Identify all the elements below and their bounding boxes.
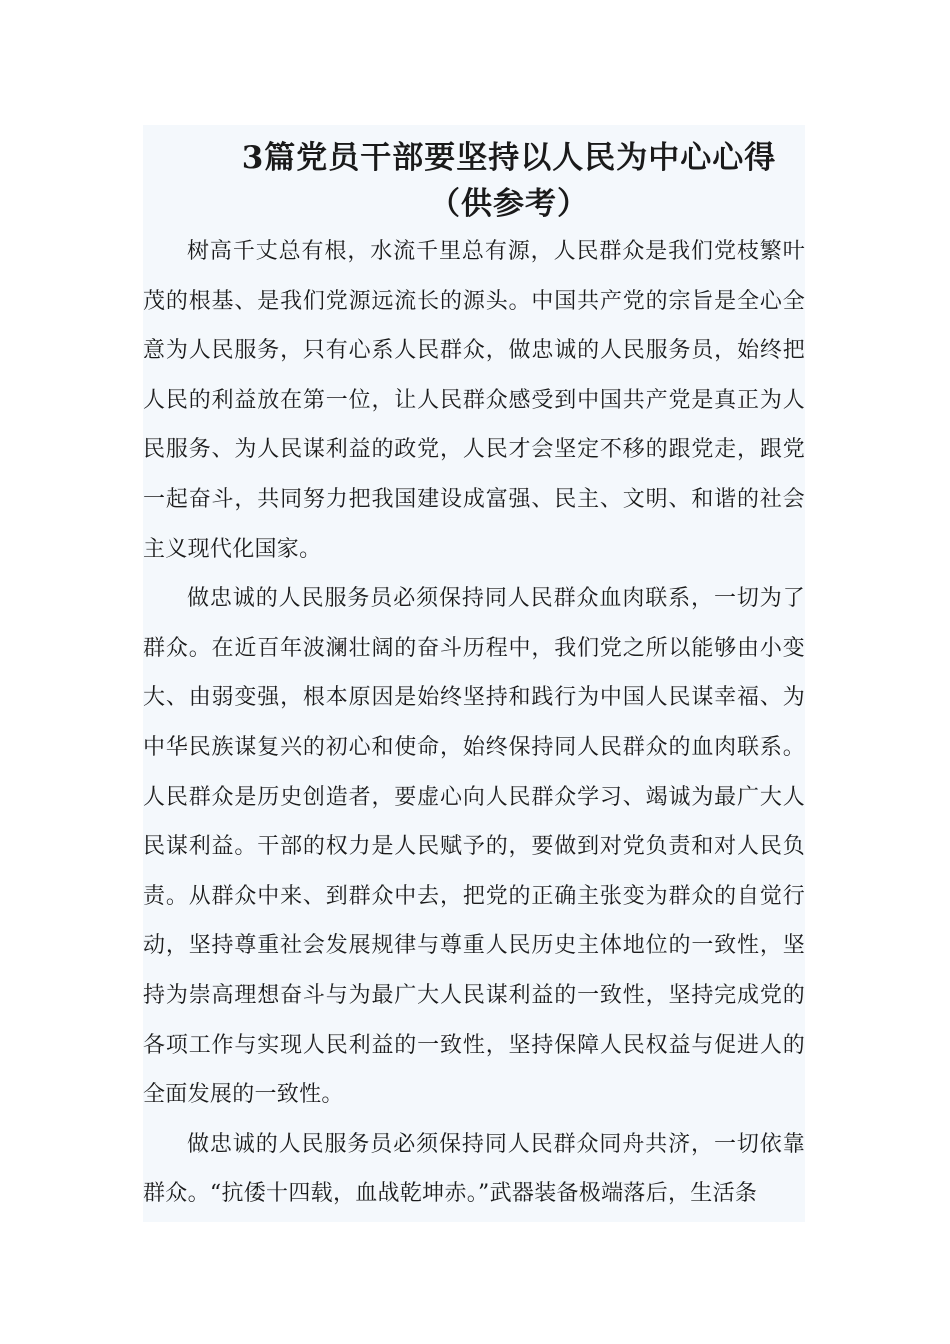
paragraph-2: 做忠诚的人民服务员必须保持同人民群众血肉联系，一切为了群众。在近百年波澜壮阔的奋斗历程中，我们党之所以能够由小变大、由弱变强，根本原因是始终坚持和践行为中国人民谋幸福、为中华民族谋复兴的初心和使命，始终保持同人民群众的血肉联系。人民群众是历史创造者，要虚心向人民群众学习、竭诚为最广大人民谋利益。干部的权力是人民赋予的，要做到对党负责和对人民负责。从群众中来、到群众中去，把党的正确主张变为群众的自觉行动，坚持尊重社会发展规律与尊重人民历史主体地位的一致性，坚持为崇高理想奋斗与为最广大人民谋利益的一致性，坚持完成党的各项工作与实现人民利益的一致性，坚持保障人民权益与促进人的全面发展的一致性。 [143, 586, 805, 1108]
paragraph-1: 树高千丈总有根，水流千里总有源，人民群众是我们党枝繁叶茂的根基、是我们党源远流长的源头。中国共产党的宗旨是全心全意为人民服务，只有心系人民群众，做忠诚的人民服务员，始终把人民的利益放在第一位，让人民群众感受到中国共产党是真正为人民服务、为人民谋利益的政党，人民才会坚定不移的跟党走，跟党一起奋斗，共同努力把我国建设成富强、民主、文明、和谐的社会主义现代化国家。 [143, 239, 805, 562]
paragraph-3: 做忠诚的人民服务员必须保持同人民群众同舟共济，一切依靠群众。“抗倭十四载，血战乾坤赤。”武器装备极端落后，生活条 [143, 1131, 805, 1207]
document-page [143, 125, 805, 1222]
document-title: 3篇党员干部要坚持以人民为中心心得（供参考） [241, 140, 777, 222]
